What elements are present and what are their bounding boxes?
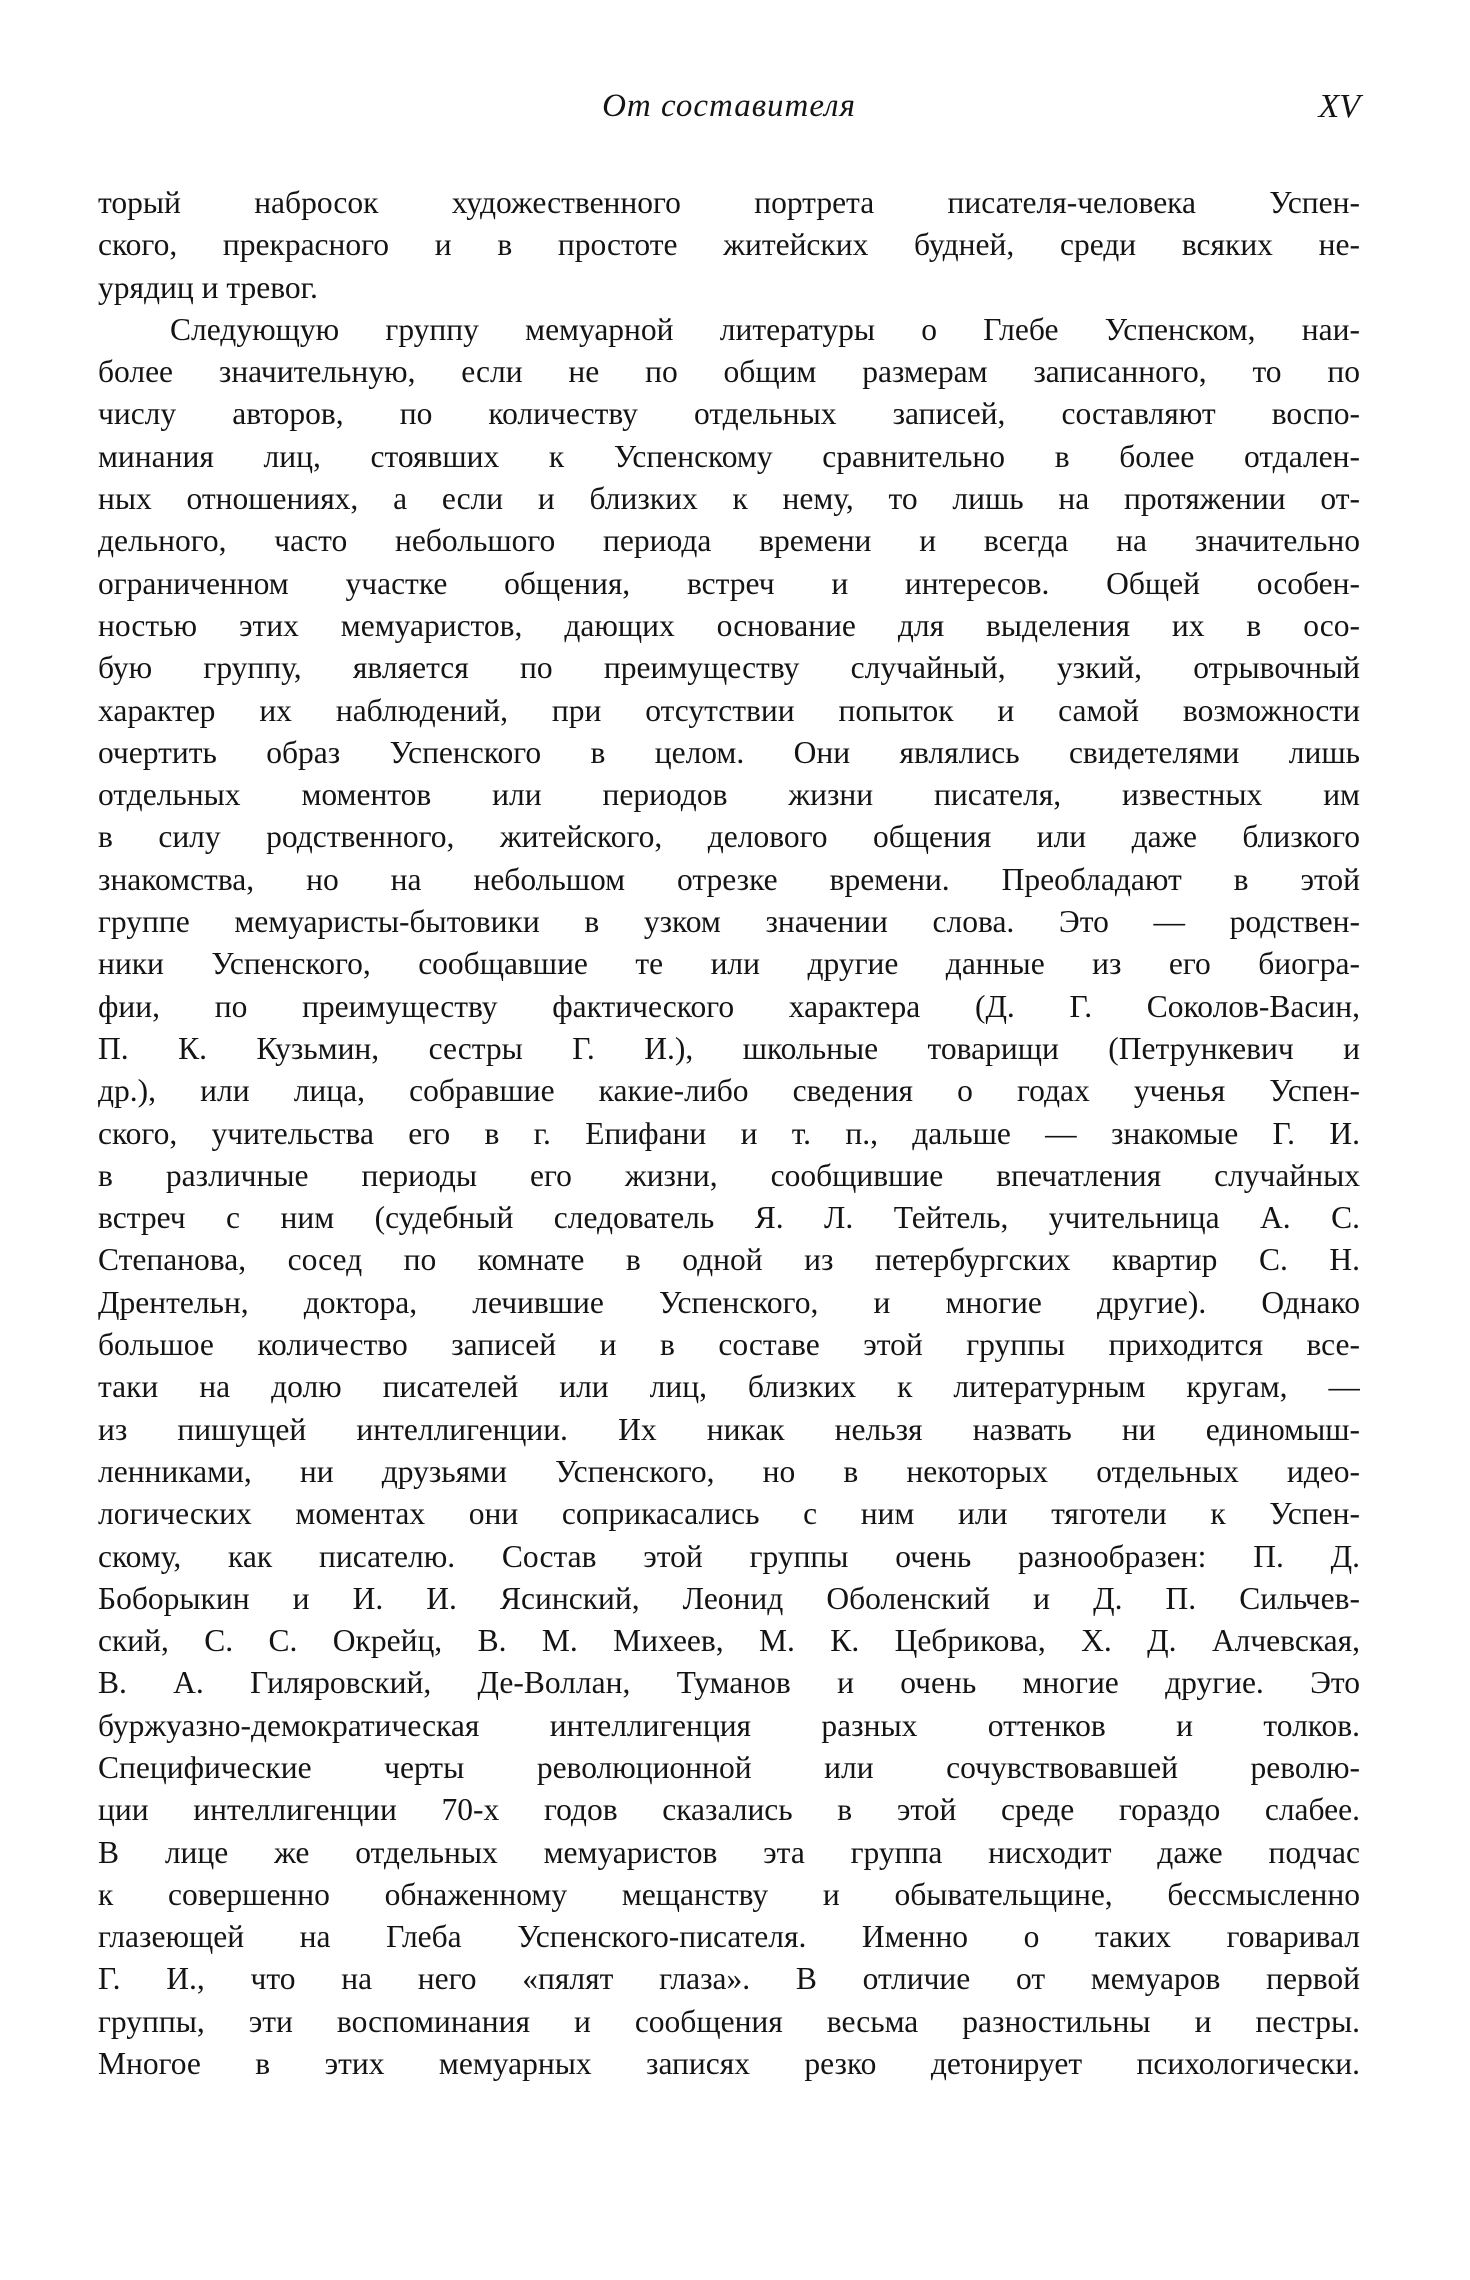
text-line: урядиц и тревог. xyxy=(98,269,318,305)
text-line: группы, эти воспоминания и сообщения весьма разностильны и пестры. xyxy=(98,2003,1360,2039)
running-header xyxy=(98,88,1360,138)
body-text xyxy=(98,182,1360,2085)
text-line: ных отношениях, а если и близких к нему, то лишь на протяжении от- xyxy=(98,481,1360,517)
text-line: отдельных моментов или периодов жизни писателя, известных им xyxy=(98,777,1360,813)
text-line: дельного, часто небольшого периода времени и всегда на значительно xyxy=(98,523,1360,559)
text-line: Многое в этих мемуарных записях резко детонирует психологически. xyxy=(98,2046,1360,2082)
text-line: ский, С. С. Окрейц, В. М. Михеев, М. К. Цебрикова, Х. Д. Алчевская, xyxy=(98,1623,1360,1659)
text-line: более значительную, если не по общим размерам записанного, то по xyxy=(98,354,1360,390)
text-line: Следующую группу мемуарной литературы о Глебе Успенском, наи- xyxy=(170,311,1360,347)
text-line: логических моментах они соприкасались с ним или тяготели к Успен- xyxy=(98,1496,1360,1532)
text-line: характер их наблюдений, при отсутствии попыток и самой возможности xyxy=(98,692,1360,728)
text-line: ники Успенского, сообщавшие те или другие данные из его биогра- xyxy=(98,946,1360,982)
text-line: буржуазно-демократическая интеллигенция разных оттенков и толков. xyxy=(98,1707,1360,1743)
text-line: фии, по преимуществу фактического характера (Д. Г. Соколов-Васин, xyxy=(98,988,1360,1024)
text-line: П. К. Кузьмин, сестры Г. И.), школьные товарищи (Петрункевич и xyxy=(98,1030,1360,1066)
text-line: В. А. Гиляровский, Де-Воллан, Туманов и очень многие другие. Это xyxy=(98,1665,1360,1701)
text-line: скому, как писателю. Состав этой группы очень разнообразен: П. Д. xyxy=(98,1538,1360,1574)
page-number: XV xyxy=(1318,88,1360,125)
text-line: ции интеллигенции 70-х годов сказались в этой среде гораздо слабее. xyxy=(98,1792,1360,1828)
text-line: в силу родственного, житейского, делового общения или даже близкого xyxy=(98,819,1360,855)
text-line: бую группу, является по преимуществу случайный, узкий, отрывочный xyxy=(98,650,1360,686)
text-line: из пишущей интеллигенции. Их никак нельзя назвать ни единомыш- xyxy=(98,1411,1360,1447)
text-line: торый набросок художественного портрета писателя-человека Успен- xyxy=(98,185,1360,220)
text-line: Г. И., что на него «пялят глаза». В отличие от мемуаров первой xyxy=(98,1961,1360,1997)
text-line: Специфические черты революционной или сочувствовавшей револю- xyxy=(98,1749,1360,1785)
text-line: глазеющей на Глеба Успенского-писателя. Именно о таких говаривал xyxy=(98,1919,1360,1955)
text-line: ленниками, ни друзьями Успенского, но в некоторых отдельных идео- xyxy=(98,1453,1360,1489)
text-line: в различные периоды его жизни, сообщившие впечатления случайных xyxy=(98,1157,1360,1193)
text-line: большое количество записей и в составе этой группы приходится все- xyxy=(98,1327,1360,1363)
text-line: очертить образ Успенского в целом. Они являлись свидетелями лишь xyxy=(98,734,1360,770)
text-line: др.), или лица, собравшие какие-либо сведения о годах ученья Успен- xyxy=(98,1073,1360,1109)
text-line: таки на долю писателей или лиц, близких к литературным кругам, — xyxy=(98,1369,1360,1405)
text-line: к совершенно обнаженному мещанству и обывательщине, бессмысленно xyxy=(98,1876,1360,1912)
text-line: Степанова, сосед по комнате в одной из петербургских квартир С. Н. xyxy=(98,1242,1360,1278)
text-line: Дрентельн, доктора, лечившие Успенского, и многие другие). Однако xyxy=(98,1284,1360,1320)
text-line: знакомства, но на небольшом отрезке времени. Преобладают в этой xyxy=(98,861,1360,897)
text-line: встреч с ним (судебный следователь Я. Л. Тейтель, учительница А. С. xyxy=(98,1200,1360,1236)
text-line: числу авторов, по количеству отдельных записей, составляют воспо- xyxy=(98,396,1360,432)
text-line: минания лиц, стоявших к Успенскому сравнительно в более отдален- xyxy=(98,438,1360,474)
text-line: ограниченном участке общения, встреч и интересов. Общей особен- xyxy=(98,565,1360,601)
text-line: Боборыкин и И. И. Ясинский, Леонид Оболенский и Д. П. Сильчев- xyxy=(98,1580,1360,1616)
text-line: В лице же отдельных мемуаристов эта группа нисходит даже подчас xyxy=(98,1834,1360,1870)
text-line: ностью этих мемуаристов, дающих основание для выделения их в осо- xyxy=(98,607,1360,643)
running-title: От составителя xyxy=(602,88,856,124)
text-line: группе мемуаристы-бытовики в узком значении слова. Это — родствен- xyxy=(98,904,1360,940)
text-line: ского, прекрасного и в простоте житейских будней, среди всяких не- xyxy=(98,227,1360,263)
text-line: ского, учительства его в г. Епифани и т. п., дальше — знакомые Г. И. xyxy=(98,1115,1360,1151)
